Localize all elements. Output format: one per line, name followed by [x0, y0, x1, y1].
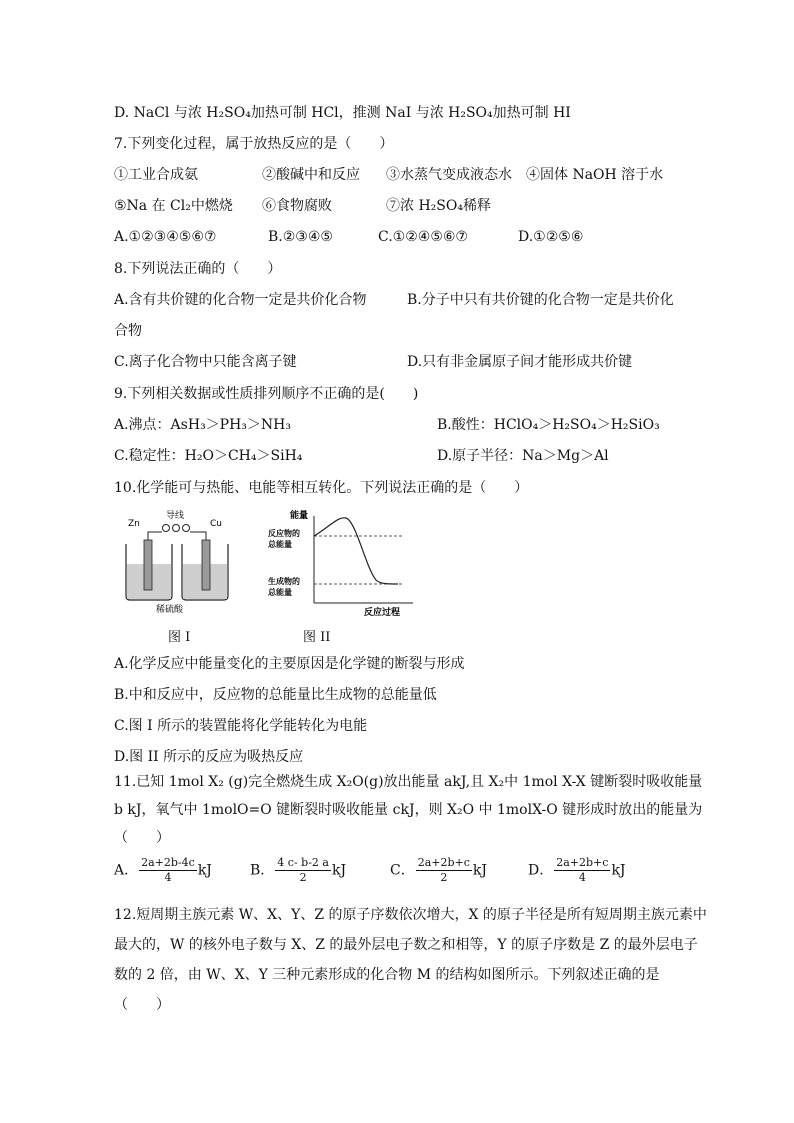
- q11-option-d-denominator: 4: [578, 871, 586, 884]
- q10-option-a: A.化学反应中能量变化的主要原因是化学键的断裂与形成: [114, 656, 465, 672]
- q11-option-c-unit: kJ: [472, 862, 488, 879]
- q11-option-a-denominator: 4: [164, 871, 172, 884]
- bulb-circle-3: [183, 525, 190, 532]
- q11-option-b-unit: kJ: [331, 862, 347, 879]
- question-12-line-3: 数的 2 倍，由 W、X、Y 三种元素形成的化合物 M 的结构如图所示。下列叙述正确的是: [114, 967, 660, 983]
- q7-item-7: ⑦浓 H₂SO₄稀释: [386, 198, 491, 214]
- q11-option-d-unit: kJ: [611, 862, 626, 879]
- q7-item-2: ②酸碱中和反应: [262, 167, 360, 183]
- question-10: 10.化学能可与热能、电能等相互转化。下列说法正确的是（ ）: [114, 480, 529, 496]
- zn-electrode: [144, 540, 152, 590]
- line-q6-d: D. NaCl 与浓 H₂SO₄加热可制 HCl，推测 NaI 与浓 H₂SO₄加热可制 HI: [114, 105, 571, 121]
- q8-option-c: C.离子化合物中只能含离子键: [114, 354, 297, 370]
- wire-label: 导线: [166, 511, 185, 521]
- product-label-1: 生成物的: [268, 577, 300, 586]
- figure-1-galvanic-cell: [118, 508, 268, 618]
- q9-option-a: A.沸点：AsH₃＞PH₃＞NH₃: [114, 417, 291, 433]
- q9-option-c: C.稳定性：H₂O＞CH₄＞SiH₄: [114, 448, 303, 464]
- zn-label: Zn: [128, 519, 140, 529]
- q7-option-b: B.②③④⑤: [268, 229, 333, 245]
- acid-label: 稀硫酸: [156, 605, 184, 615]
- q11-option-d-numerator: 2a+2b+c: [556, 856, 609, 869]
- q10-option-d: D.图 II 所示的反应为吸热反应: [114, 749, 304, 765]
- reactant-label-2: 总能量: [268, 540, 292, 549]
- q11-option-a-unit: kJ: [197, 862, 212, 879]
- q9-option-b: B.酸性：HClO₄＞H₂SO₄＞H₂SiO₃: [437, 417, 660, 433]
- q7-item-1: ①工业合成氨: [114, 167, 198, 183]
- q7-item-5: ⑤Na 在 Cl₂中燃烧: [114, 198, 233, 214]
- q7-option-a: A.①②③④⑤⑥⑦: [114, 229, 217, 245]
- question-8: 8.下列说法正确的（ ）: [114, 261, 282, 277]
- figure-1-caption: 图 I: [168, 630, 191, 645]
- bulb-circle-2: [173, 525, 180, 532]
- q8-option-b: B.分子中只有共价键的化合物一定是共价化: [407, 292, 674, 308]
- bulb-circle-1: [163, 525, 170, 532]
- figure-2-energy-diagram: [268, 508, 418, 618]
- q7-item-6: ⑥食物腐败: [262, 198, 332, 214]
- q11-option-c: [390, 856, 487, 885]
- q7-item-3: ③水蒸气变成液态水: [386, 167, 512, 183]
- energy-curve: [314, 518, 398, 584]
- question-11-line-2: b kJ，氧气中 1molO=O 键断裂时吸收能量 ckJ，则 X₂O 中 1molX-O 键形成时放出的能量为: [114, 802, 703, 818]
- q8-option-a: A.含有共价键的化合物一定是共价化合物: [114, 292, 367, 308]
- cu-label: Cu: [210, 519, 222, 529]
- question-12-line-2: 最大的，W 的核外电子数与 X、Z 的最外层电子数之和相等，Y 的原子序数是 Z 的最外层电子: [114, 937, 698, 953]
- question-9: 9.下列相关数据或性质排列顺序不正确的是( ): [114, 386, 419, 402]
- y-axis-label: 能量: [290, 511, 309, 521]
- q11-option-b-numerator: 4 c- b-2 a: [277, 856, 329, 869]
- question-11-line-3: （ ）: [114, 830, 170, 846]
- q7-item-4: ④固体 NaOH 溶于水: [526, 167, 664, 183]
- question-12-line-1: 12.短周期主族元素 W、X、Y、Z 的原子序数依次增大，X 的原子半径是所有短周期主族元素中: [114, 907, 707, 923]
- q11-option-c-letter: C．: [390, 862, 415, 879]
- q11-option-b: [250, 856, 346, 885]
- cu-electrode: [202, 540, 210, 590]
- question-7: 7.下列变化过程，属于放热反应的是（ ）: [114, 136, 394, 152]
- q7-option-d: D.①②⑤⑥: [518, 229, 584, 245]
- reactant-label-1: 反应物的: [268, 529, 300, 538]
- question-12-line-4: （ ）: [114, 997, 170, 1013]
- q8-option-b-cont: 合物: [114, 323, 142, 339]
- q11-option-a: [114, 856, 212, 885]
- q10-option-b: B.中和反应中，反应物的总能量比生成物的总能量低: [114, 687, 437, 703]
- q11-option-b-denominator: 2: [299, 871, 307, 884]
- q11-option-a-numerator: 2a+2b-4c: [141, 856, 195, 869]
- q11-option-d-letter: D．: [528, 862, 554, 879]
- q7-option-c: C.①②④⑤⑥⑦: [378, 229, 468, 245]
- question-11-line-1: 11.已知 1mol X₂ (g)完全燃烧生成 X₂O(g)放出能量 akJ,且 X₂中 1mol X-X 键断裂时吸收能量: [114, 774, 703, 790]
- q11-option-d: [528, 856, 626, 885]
- q11-option-b-letter: B．: [250, 862, 275, 879]
- product-label-2: 总能量: [268, 588, 292, 597]
- q11-option-c-denominator: 2: [440, 871, 448, 884]
- q11-option-a-letter: A．: [114, 862, 139, 879]
- q9-option-d: D.原子半径：Na＞Mg＞Al: [437, 448, 609, 464]
- x-axis-label: 反应过程: [364, 608, 401, 618]
- q8-option-d: D.只有非金属原子间才能形成共价键: [407, 354, 633, 370]
- q10-option-c: C.图 I 所示的装置能将化学能转化为电能: [114, 718, 368, 734]
- q11-option-c-numerator: 2a+2b+c: [417, 856, 470, 869]
- figure-2-caption: 图 II: [303, 630, 331, 645]
